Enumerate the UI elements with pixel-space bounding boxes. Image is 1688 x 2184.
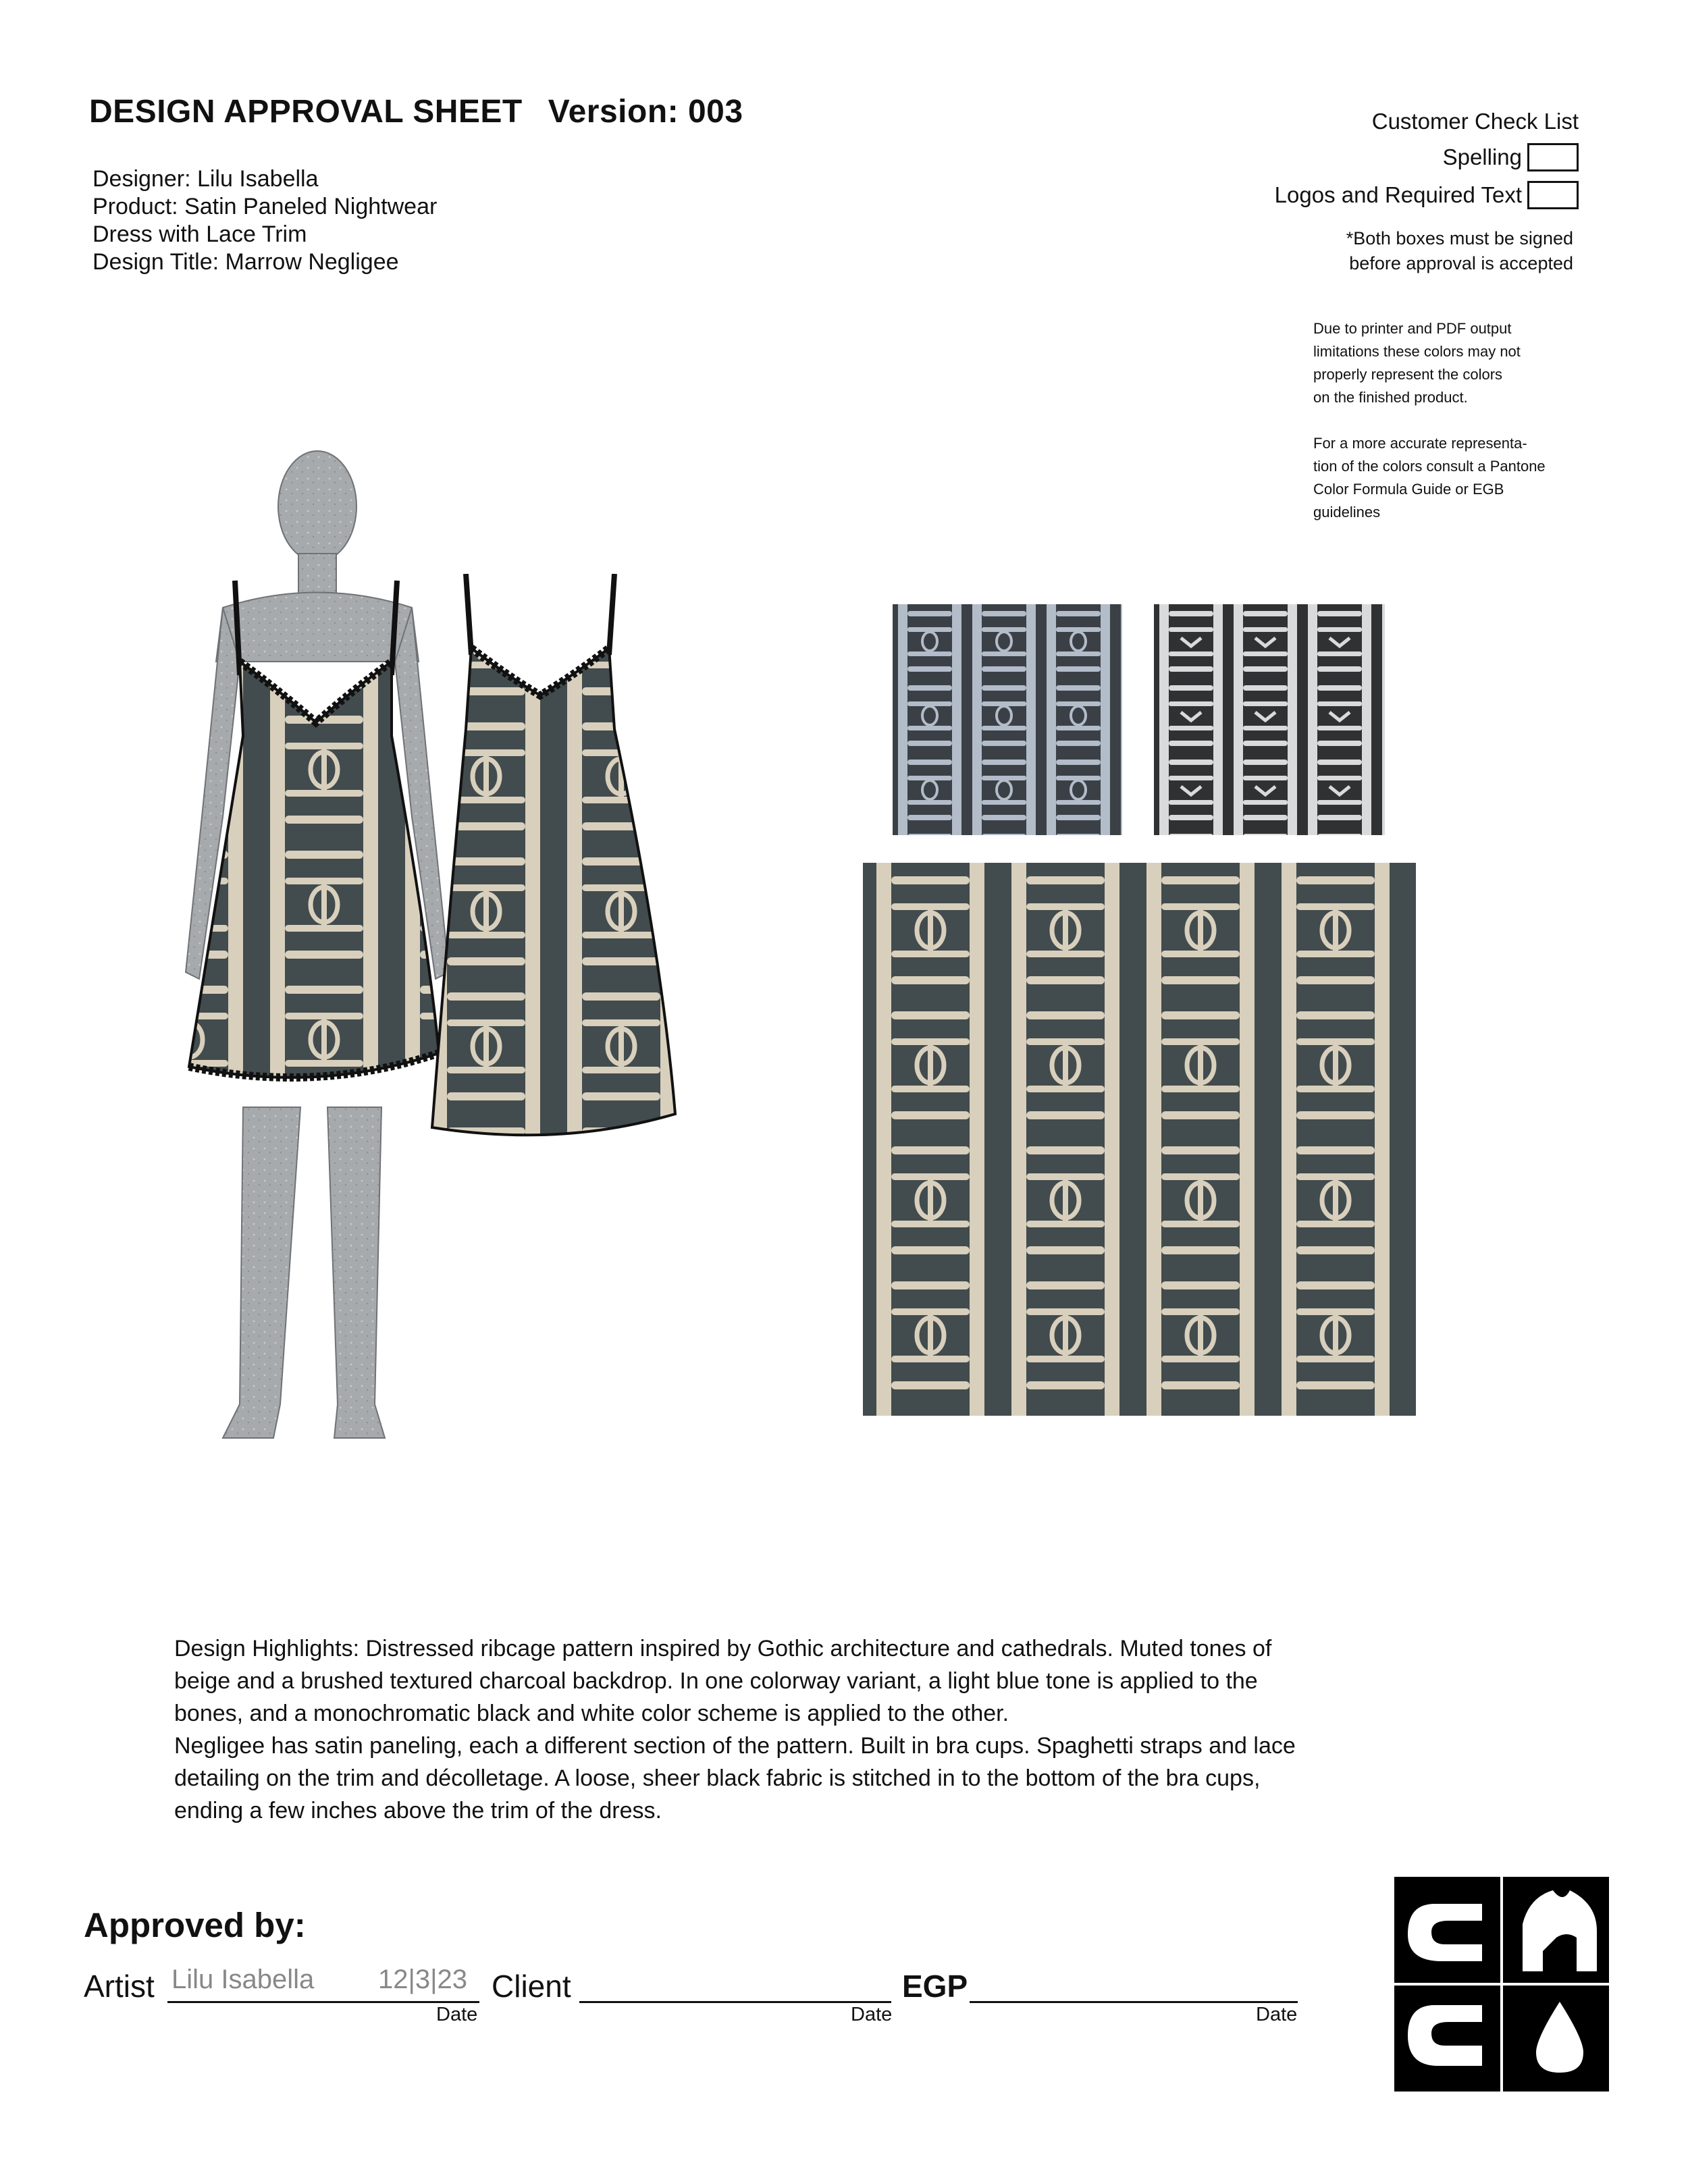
page-title bbox=[89, 93, 743, 130]
pattern-swatch-blue bbox=[893, 604, 1122, 835]
checklist-title: Customer Check List bbox=[1371, 109, 1579, 134]
checklist-label-logos: Logos and Required Text bbox=[1274, 182, 1522, 207]
description-line: Negligee has satin paneling, each a different section of the pattern. Built in bra cups. Spaghetti straps and lace bbox=[174, 1733, 1296, 1759]
disclaimer-line: on the finished product. bbox=[1313, 389, 1468, 406]
checklist-note-line-1: *Both boxes must be signed bbox=[1346, 228, 1573, 248]
disclaimer-line: Due to printer and PDF output bbox=[1313, 320, 1512, 337]
product-line-2: Dress with Lace Trim bbox=[93, 221, 307, 247]
description-line: beige and a brushed textured charcoal backdrop. In one colorway variant, a light blue tone is applied to the bbox=[174, 1668, 1258, 1694]
brand-logo bbox=[1394, 1877, 1609, 2092]
description-line: bones, and a monochromatic black and white color scheme is applied to the other. bbox=[174, 1701, 1009, 1726]
client-signature-line[interactable] bbox=[579, 1966, 891, 2003]
disclaimer-line: Color Formula Guide or EGB bbox=[1313, 481, 1504, 498]
checklist-label-spelling: Spelling bbox=[1442, 144, 1522, 169]
disclaimer-line: tion of the colors consult a Pantone bbox=[1313, 458, 1546, 475]
design-info bbox=[93, 165, 437, 276]
artist-signature-date: 12|3|23 bbox=[378, 1965, 468, 1994]
customer-checklist bbox=[1106, 105, 1579, 276]
disclaimer-line: limitations these colors may not bbox=[1313, 343, 1521, 360]
disclaimer-paragraph-1 bbox=[1313, 317, 1597, 409]
spelling-checkbox[interactable] bbox=[1527, 143, 1579, 171]
egp-date-label: Date bbox=[1256, 2004, 1298, 2025]
disclaimer-line: For a more accurate representa- bbox=[1313, 435, 1527, 452]
client-label: Client bbox=[492, 1969, 571, 2004]
product-line: Product: Satin Paneled Nightwear bbox=[93, 194, 438, 219]
pattern-swatch-monochrome bbox=[1154, 604, 1385, 835]
egp-label: EGP bbox=[902, 1969, 968, 2004]
sheet-title: DESIGN APPROVAL SHEET bbox=[89, 94, 523, 130]
artist-label: Artist bbox=[84, 1969, 155, 2004]
description-line: ending a few inches above the trim of the dress. bbox=[174, 1798, 662, 1823]
disclaimer-paragraph-2 bbox=[1313, 432, 1597, 524]
dress-flat-illustration bbox=[419, 574, 716, 1249]
checklist-row-logos bbox=[1106, 176, 1579, 214]
version-label: Version: 003 bbox=[548, 94, 743, 130]
checklist-note-line-2: before approval is accepted bbox=[1349, 253, 1573, 273]
checklist-note bbox=[1106, 226, 1573, 276]
disclaimer-line: properly represent the colors bbox=[1313, 366, 1503, 383]
artist-signature: Lilu Isabella bbox=[172, 1965, 315, 1994]
checklist-row-spelling bbox=[1106, 138, 1579, 176]
artist-date-label: Date bbox=[436, 2004, 478, 2025]
approved-by-heading: Approved by: bbox=[84, 1906, 306, 1944]
disclaimer-line: guidelines bbox=[1313, 504, 1381, 521]
description-line: detailing on the trim and décolletage. A loose, sheer black fabric is stitched in to the bottom of the bra cups, bbox=[174, 1765, 1261, 1791]
design-title-line: Design Title: Marrow Negligee bbox=[93, 249, 399, 275]
color-disclaimer bbox=[1313, 317, 1597, 547]
designer-line: Designer: Lilu Isabella bbox=[93, 166, 319, 192]
logos-checkbox[interactable] bbox=[1527, 181, 1579, 209]
client-date-label: Date bbox=[851, 2004, 893, 2025]
design-description bbox=[174, 1632, 1450, 1827]
description-line: Design Highlights: Distressed ribcage pattern inspired by Gothic architecture and cathedrals. Muted tones of bbox=[174, 1636, 1272, 1661]
egp-signature-line[interactable] bbox=[970, 1966, 1298, 2003]
pattern-swatch-beige bbox=[863, 863, 1416, 1416]
